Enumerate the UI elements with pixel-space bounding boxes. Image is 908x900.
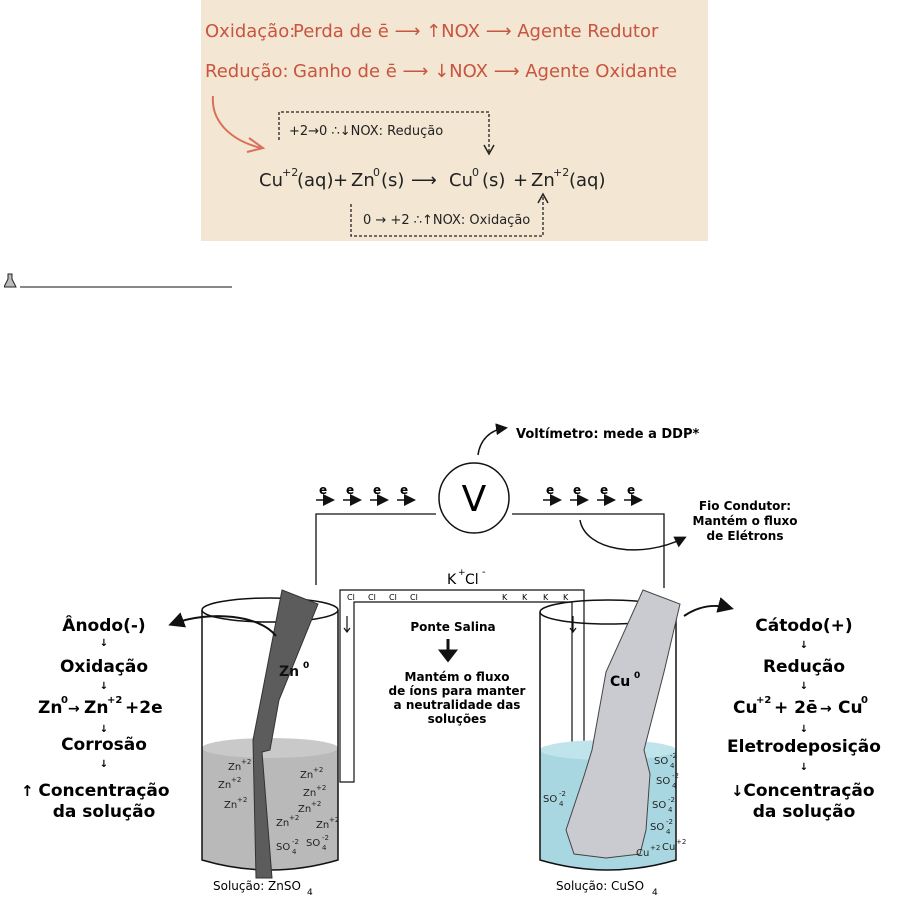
oxidation-term: Oxidação: [205, 21, 296, 42]
down-arrow-icon: ↓ [799, 724, 809, 735]
salt-cl: Cl [465, 572, 479, 588]
eq-zn: Zn [351, 170, 375, 191]
wire-label-line3: de Elétrons [706, 529, 784, 543]
bridge-ion: K [522, 593, 528, 602]
anode-eq-arrow-icon: → [68, 701, 80, 717]
cu-ion-sup: +2 [650, 844, 661, 852]
cathode-concentration: Concentração [743, 781, 875, 801]
separator-line [4, 272, 232, 292]
bridge-ion: Cl [347, 593, 355, 602]
so4-ion-sup: -2 [559, 790, 566, 798]
electrons-right [546, 483, 635, 497]
so4-ion: SO [654, 756, 669, 767]
bridge-title-arrow-icon [441, 639, 455, 660]
zn-beaker-rim [202, 598, 338, 622]
down-arrow-icon: ↓ [99, 681, 109, 692]
zn-ion: Zn [303, 788, 317, 799]
redox-summary-svg [201, 0, 708, 241]
redox-summary-panel [201, 0, 708, 241]
bridge-title: Ponte Salina [410, 620, 496, 634]
up-arrow-icon: ↑ [21, 782, 34, 800]
cathode-eq-electrons: + 2ē [774, 698, 818, 718]
so4-ion-sub: 4 [292, 848, 297, 856]
so4-ion-sub: 4 [559, 800, 564, 808]
cathode-eq-cu2: Cu [838, 698, 863, 718]
eq-cu2-sup: 0 [472, 166, 479, 179]
bridge-ion: K [502, 593, 508, 602]
wire-label-line1: Fio Condutor: [698, 499, 792, 513]
electron-label: e [319, 483, 328, 497]
so4-ion: SO [276, 842, 291, 853]
electron-label: e [546, 483, 555, 497]
zn-ion-sup: +2 [237, 796, 248, 804]
electrons-left [319, 483, 408, 497]
bridge-ion: Cl [368, 593, 376, 602]
cathode-steps [727, 616, 881, 822]
bridge-ion: K [563, 593, 569, 602]
reduction-definition: Ganho de ē ⟶ ↓NOX ⟶ Agente Oxidante [293, 61, 678, 82]
cu-ion: Cu [636, 848, 650, 859]
bridge-ion: Cl [389, 593, 397, 602]
reduction-note: +2→0 ∴↓NOX: Redução [289, 124, 444, 139]
cu-solution-label-sub: 4 [652, 888, 658, 898]
redox-equation [259, 166, 606, 191]
down-arrow-icon: ↓ [799, 681, 809, 692]
eq-cu-sup: +2 [282, 166, 299, 179]
zinc-beaker [202, 590, 339, 898]
anode-eq-zn: Zn [38, 698, 63, 718]
galvanic-cell-diagram [0, 410, 908, 900]
cu-electrode-label: Cu [610, 674, 631, 690]
galvanic-cell-svg [0, 410, 908, 900]
so4-ion-sup: -2 [666, 818, 673, 826]
anode-solution: da solução [52, 802, 156, 822]
anode-eq-zn2: Zn [84, 698, 109, 718]
zn-solution-label: Solução: ZnSO [213, 879, 301, 893]
down-arrow-icon: ↓ [99, 638, 109, 649]
down-arrow-icon: ↓ [731, 782, 744, 800]
voltmeter-symbol: V [461, 479, 487, 520]
eq-zn2-state: (aq) [569, 170, 606, 191]
anode-title: Ânodo(-) [62, 616, 146, 636]
voltmeter-label: Voltímetro: mede a DDP* [516, 427, 700, 442]
cathode-eq-cu2-sup: 0 [861, 695, 868, 706]
so4-ion-sup: -2 [322, 834, 329, 842]
bridge-desc-4: soluções [427, 712, 487, 726]
so4-ion-sub: 4 [668, 806, 673, 814]
cathode-eq-cu-sup: +2 [756, 695, 772, 706]
zn-ion: Zn [276, 818, 290, 829]
electron-label: e [573, 483, 582, 497]
cu-solution-label: Solução: CuSO [556, 879, 645, 893]
so4-ion-sup: -2 [292, 838, 299, 846]
bridge-ion: Cl [410, 593, 418, 602]
salt-cl-sup: - [482, 567, 486, 578]
zn-ion-sup: +2 [329, 816, 340, 824]
reduction-term: Redução: [205, 61, 289, 82]
flask-icon [4, 274, 16, 287]
zn-ion: Zn [228, 762, 242, 773]
wire-pointer-icon [580, 520, 684, 550]
down-arrow-icon: ↓ [799, 762, 809, 773]
so4-ion-sup: -2 [668, 796, 675, 804]
so4-ion: SO [650, 822, 665, 833]
eq-zn2-sup: +2 [553, 166, 570, 179]
anode-corrosion: Corrosão [61, 735, 147, 755]
so4-ion: SO [652, 800, 667, 811]
eq-zn2: Zn [531, 170, 555, 191]
cathode-pointer-icon [684, 606, 730, 616]
wire-left [316, 514, 436, 585]
cu-ion-sup: +2 [676, 838, 687, 846]
anode-oxidation: Oxidação [59, 657, 149, 677]
zn-ion-sup: +2 [231, 776, 242, 784]
so4-ion-sup: -2 [670, 752, 677, 760]
zn-ion: Zn [300, 770, 314, 781]
eq-plus-1: + [333, 170, 349, 191]
zn-ion-sup: +2 [311, 800, 322, 808]
zn-ion-sup: +2 [289, 814, 300, 822]
zn-electrode-label: Zn [279, 664, 300, 680]
so4-ion-sub: 4 [322, 844, 327, 852]
cathode-title: Cátodo(+) [755, 616, 853, 636]
electron-label: e [600, 483, 609, 497]
zn-ion: Zn [224, 800, 238, 811]
wire-right [512, 514, 664, 588]
zn-ion: Zn [316, 820, 330, 831]
bridge-ion: K [543, 593, 549, 602]
cathode-reduction: Redução [762, 657, 846, 677]
bridge-desc-2: de íons para manter [388, 684, 526, 698]
cathode-eq-arrow-icon: → [820, 701, 832, 717]
eq-cu: Cu [259, 170, 283, 191]
zn-ion: Zn [218, 780, 232, 791]
zn-ion-sup: +2 [316, 784, 327, 792]
eq-arrow: ⟶ [411, 170, 437, 191]
zn-ion: Zn [298, 804, 312, 815]
so4-ion: SO [306, 838, 321, 849]
anode-equation [38, 695, 163, 718]
zn-ion-sup: +2 [241, 758, 252, 766]
so4-ion-sup: -2 [672, 772, 679, 780]
voltmeter-pointer-icon [478, 428, 505, 455]
cu-electrode-sup: 0 [634, 671, 641, 681]
zn-solution-label-sub: 4 [307, 888, 313, 898]
anode-steps [38, 614, 169, 822]
copper-beaker [540, 590, 686, 898]
down-arrow-icon: ↓ [99, 724, 109, 735]
eq-zn-state: (s) [381, 170, 405, 191]
anode-eq-zn2-sup: +2 [107, 695, 123, 706]
salt-k: K [447, 572, 457, 588]
cathode-electrodeposition: Eletrodeposição [727, 737, 881, 757]
anode-concentration: Concentração [38, 781, 170, 801]
anode-eq-zn-sup: 0 [61, 695, 68, 706]
zn-ion-sup: +2 [313, 766, 324, 774]
bridge-desc-1: Mantém o fluxo [404, 670, 510, 684]
eq-plus-2: + [513, 170, 529, 191]
electron-label: e [627, 483, 636, 497]
eq-cu2-state: (s) [482, 170, 506, 191]
wire-label-line2: Mantém o fluxo [692, 514, 798, 528]
eq-zn-sup: 0 [373, 166, 380, 179]
down-arrow-icon: ↓ [799, 640, 809, 651]
electron-label: e [373, 483, 382, 497]
salt-k-sup: + [458, 568, 466, 578]
anode-eq-electrons: +2e [125, 698, 163, 718]
so4-ion-sub: 4 [672, 782, 677, 790]
bridge-desc-3: a neutralidade das [393, 698, 521, 712]
cathode-eq-cu: Cu [733, 698, 758, 718]
separator-svg [4, 272, 232, 292]
oxidation-definition: Perda de ē ⟶ ↑NOX ⟶ Agente Redutor [293, 21, 659, 42]
cu-ion: Cu [662, 842, 676, 853]
eq-cu2: Cu [449, 170, 473, 191]
oxidation-note: 0 → +2 ∴↑NOX: Oxidação [363, 213, 531, 228]
electron-label: e [346, 483, 355, 497]
so4-ion: SO [656, 776, 671, 787]
so4-ion: SO [543, 794, 558, 805]
so4-ion-sub: 4 [666, 828, 671, 836]
zn-electrode-sup: 0 [303, 661, 310, 671]
so4-ion-sub: 4 [670, 762, 675, 770]
cathode-equation [733, 695, 868, 718]
down-arrow-icon: ↓ [99, 759, 109, 770]
cathode-solution: da solução [752, 802, 856, 822]
electron-label: e [400, 483, 409, 497]
eq-cu-state: (aq) [297, 170, 334, 191]
